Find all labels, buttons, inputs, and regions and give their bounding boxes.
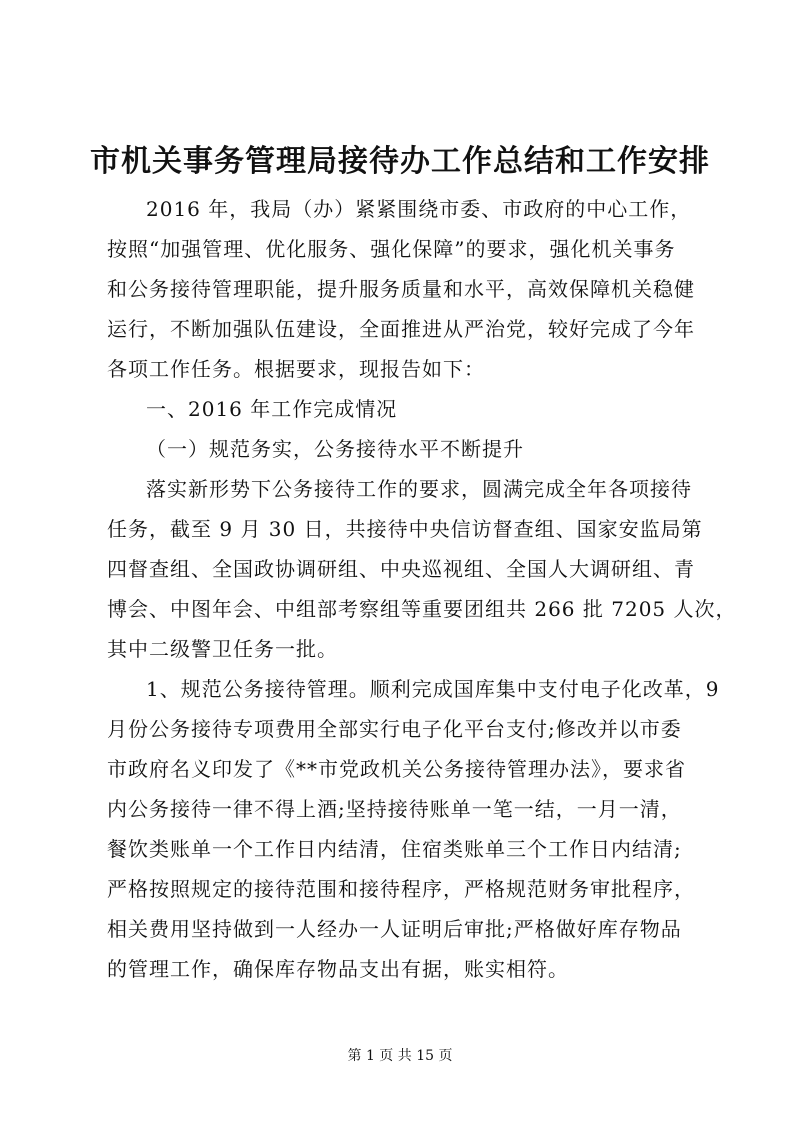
section-heading: 一、2016 年工作完成情况 bbox=[146, 397, 398, 421]
paragraph-line: 落实新形势下公务接待工作的要求，圆满完成全年各项接待 bbox=[146, 477, 692, 501]
paragraph-line: 的管理工作，确保库存物品支出有据，账实相符。 bbox=[107, 957, 569, 981]
paragraph-line: 月份公务接待专项费用全部实行电子化平台支付;修改并以市委 bbox=[107, 717, 682, 741]
paragraph-line: 和公务接待管理职能，提升服务质量和水平，高效保障机关稳健 bbox=[107, 277, 695, 301]
paragraph-line: 四督查组、全国政协调研组、中央巡视组、全国人大调研组、青 bbox=[107, 557, 695, 581]
paragraph-line: 市政府名义印发了《**市党政机关公务接待管理办法》，要求省 bbox=[107, 757, 686, 781]
paragraph-line: 博会、中图年会、中组部考察组等重要团组共 266 批 7205 人次， bbox=[107, 597, 737, 621]
paragraph-line: 其中二级警卫任务一批。 bbox=[107, 637, 338, 661]
paragraph-line: 2016 年，我局（办）紧紧围绕市委、市政府的中心工作， bbox=[146, 197, 692, 221]
paragraph-line: 1、规范公务接待管理。顺利完成国库集中支付电子化改革，9 bbox=[146, 677, 720, 701]
paragraph-line: 内公务接待一律不得上酒;坚持接待账单一笔一结，一月一清， bbox=[107, 797, 682, 821]
paragraph-line: 各项工作任务。根据要求，现报告如下： bbox=[107, 357, 485, 381]
paragraph-line: 严格按照规定的接待范围和接待程序，严格规范财务审批程序， bbox=[107, 877, 695, 901]
page-footer: 第 1 页 共 15 页 bbox=[347, 1048, 453, 1064]
paragraph-line: 按照“加强管理、优化服务、强化保障”的要求，强化机关事务 bbox=[107, 237, 676, 261]
paragraph-line: 餐饮类账单一个工作日内结清，住宿类账单三个工作日内结清; bbox=[107, 837, 682, 861]
document-title: 市机关事务管理局接待办工作总结和工作安排 bbox=[90, 144, 710, 179]
paragraph-line: 运行，不断加强队伍建设，全面推进从严治党，较好完成了今年 bbox=[107, 317, 695, 341]
paragraph-line: 任务，截至 9 月 30 日，共接待中央信访督查组、国家安监局第 bbox=[107, 517, 703, 541]
subsection-heading: （一）规范务实，公务接待水平不断提升 bbox=[146, 437, 524, 461]
paragraph-line: 相关费用坚持做到一人经办一人证明后审批;严格做好库存物品 bbox=[107, 917, 682, 941]
